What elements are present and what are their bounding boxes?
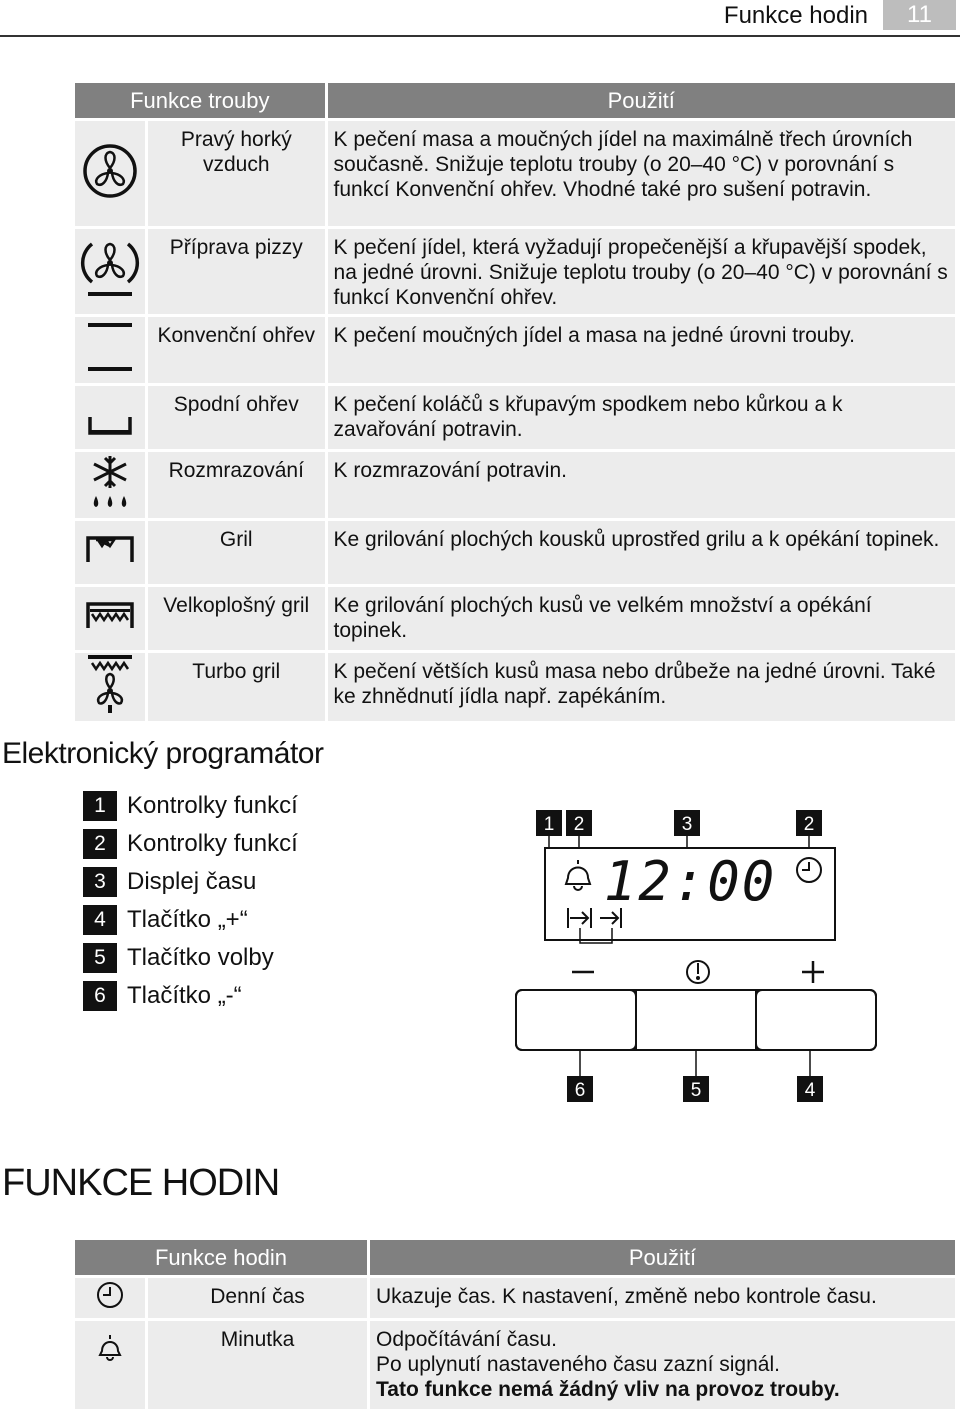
programmer-legend: [83, 787, 298, 1015]
function-name: Rozmrazování: [148, 452, 325, 518]
callout-2: [566, 810, 592, 836]
legend-label: Tlačítko „+“: [127, 906, 248, 933]
legend-item: [83, 787, 298, 825]
svg-text:4: 4: [804, 1080, 816, 1101]
programmer-diagram: [500, 800, 890, 1110]
callout-4: [797, 1076, 823, 1102]
legend-item: [83, 939, 298, 977]
function-name: Gril: [148, 521, 325, 584]
col-header-use: Použití: [370, 1240, 955, 1275]
plus-symbol: [802, 961, 824, 983]
oven-functions-table: [72, 80, 958, 724]
function-use: K pečení moučných jídel a masa na jedné úrovni trouby.: [328, 317, 955, 383]
minus-button[interactable]: [516, 990, 636, 1050]
legend-label: Tlačítko volby: [127, 944, 274, 971]
use-note: Tato funkce nemá žádný vliv na provoz trouby.: [376, 1378, 840, 1401]
bell-icon: [75, 1321, 145, 1409]
full-grill-icon: [75, 587, 145, 650]
function-name: Pravý horký vzduch: [148, 121, 325, 226]
legend-label: Kontrolky funkcí: [127, 792, 298, 819]
legend-number: 5: [83, 943, 117, 973]
svg-text:2: 2: [803, 814, 815, 835]
function-use: K pečení masa a moučných jídel na maximálně třech úrovních současně. Snižuje teplotu trouby (o 20–40 °C) v porovnání s funkcí Konvenční ohřev. Vhodné také pro sušení potravin.: [328, 121, 955, 226]
function-use: K pečení jídel, která vyžadují propečenější a křupavější spodek, na jedné úrovni. Snižuje teplotu trouby (o 20–40 °C) v porovnání s funkcí Konvenční ohřev.: [328, 229, 955, 314]
conventional-heat-icon: [75, 317, 145, 383]
function-use: [370, 1321, 955, 1409]
clock-icon: [75, 1278, 145, 1318]
plus-button[interactable]: [756, 990, 876, 1050]
running-header-title: Funkce hodin: [723, 2, 868, 29]
clock-functions-table: [72, 1237, 958, 1412]
function-use: K rozmrazování potravin.: [328, 452, 955, 518]
legend-number: 1: [83, 791, 117, 821]
pizza-icon: [75, 229, 145, 314]
callout-3: [674, 810, 700, 836]
select-symbol: [687, 961, 709, 983]
callout-1: [536, 810, 562, 836]
legend-number: 2: [83, 829, 117, 859]
function-name: Příprava pizzy: [148, 229, 325, 314]
legend-label: Tlačítko „-“: [127, 982, 242, 1009]
select-button[interactable]: [636, 990, 756, 1050]
function-use: Ukazuje čas. K nastavení, změně nebo kontrole času.: [370, 1278, 955, 1318]
fan-icon: [75, 121, 145, 226]
function-use: K pečení koláčů s křupavým spodkem nebo kůrkou a k zavařování potravin.: [328, 386, 955, 449]
header-rule: [0, 35, 960, 37]
legend-number: 4: [83, 905, 117, 935]
defrost-icon: [75, 452, 145, 518]
function-name: Minutka: [148, 1321, 367, 1409]
function-use: Ke grilování plochých kousků uprostřed grilu a k opékání topinek.: [328, 521, 955, 584]
time-display: 12:00: [603, 850, 777, 913]
function-name: Spodní ohřev: [148, 386, 325, 449]
svg-text:6: 6: [574, 1080, 586, 1101]
legend-item: [83, 863, 298, 901]
legend-item: [83, 977, 298, 1015]
function-name: Velkoplošný gril: [148, 587, 325, 650]
legend-item: [83, 825, 298, 863]
legend-item: [83, 901, 298, 939]
col-header-function: Funkce hodin: [75, 1240, 367, 1275]
legend-number: 6: [83, 981, 117, 1011]
legend-label: Kontrolky funkcí: [127, 830, 298, 857]
function-use: Ke grilování plochých kusů ve velkém množství a opékání topinek.: [328, 587, 955, 650]
page-number: 11: [883, 0, 956, 30]
grill-icon: [75, 521, 145, 584]
use-line: Po uplynutí nastaveného času zazní signál.: [376, 1353, 780, 1376]
function-name: Konvenční ohřev: [148, 317, 325, 383]
svg-text:2: 2: [573, 814, 585, 835]
callout-2b: [796, 810, 822, 836]
col-header-function: Funkce trouby: [75, 83, 325, 118]
function-name: Denní čas: [148, 1278, 367, 1318]
turbo-grill-icon: [75, 653, 145, 721]
callout-5: [683, 1076, 709, 1102]
legend-label: Displej času: [127, 868, 257, 895]
programmer-title: Elektronický programátor: [2, 737, 324, 770]
legend-number: 3: [83, 867, 117, 897]
function-use: K pečení větších kusů masa nebo drůbeže na jedné úrovni. Také ke zhnědnutí jídla např. zapékáním.: [328, 653, 955, 721]
function-name: Turbo gril: [148, 653, 325, 721]
svg-text:1: 1: [543, 814, 555, 835]
bottom-heat-icon: [75, 386, 145, 449]
svg-text:3: 3: [681, 814, 693, 835]
clock-section-title: FUNKCE HODIN: [2, 1162, 280, 1204]
use-line: Odpočítávání času.: [376, 1328, 557, 1351]
svg-text:5: 5: [690, 1080, 702, 1101]
callout-6: [567, 1076, 593, 1102]
col-header-use: Použití: [328, 83, 955, 118]
